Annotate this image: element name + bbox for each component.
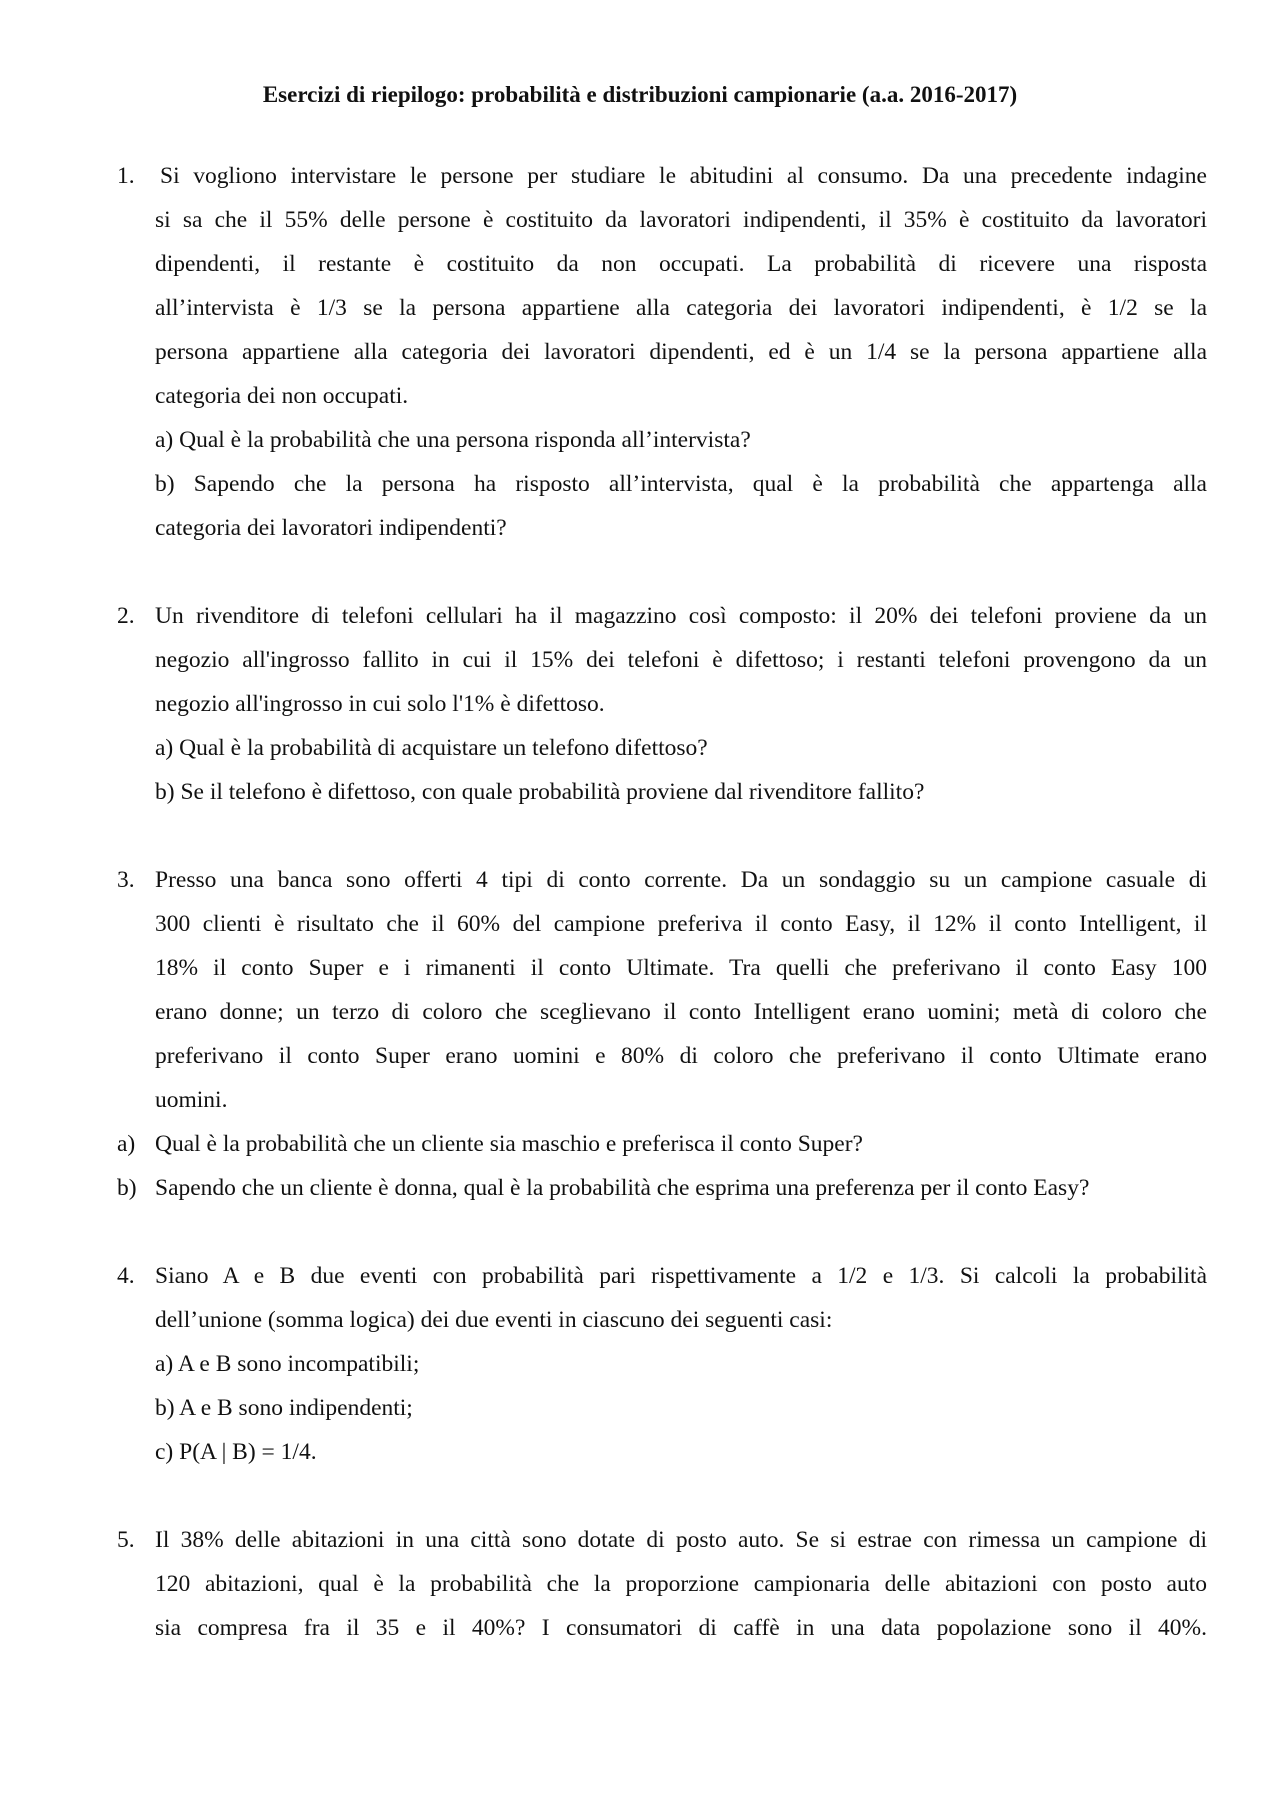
exercise-line: 18% il conto Super e i rimanenti il conto Ultimate. Tra quelli che preferivano il conto Easy 100 [155,955,1207,981]
exercise-line: Il 38% delle abitazioni in una città sono dotate di posto auto. Se si estrae con rimessa un campione di [155,1527,1207,1553]
question-a: a) A e B sono incompatibili; [155,1351,420,1377]
question-b: b) Sapendo che la persona ha risposto all’intervista, qual è la probabilità che appartenga alla [155,471,1207,497]
question-label-a: a) [117,1131,136,1157]
question-a: a) Qual è la probabilità di acquistare un telefono difettoso? [155,735,708,761]
exercise-line: 300 clienti è risultato che il 60% del campione preferiva il conto Easy, il 12% il conto Intelligent, il [155,911,1207,937]
exercise-line: sia compresa fra il 35 e il 40%? I consumatori di caffè in una data popolazione sono il 40%. [155,1615,1207,1641]
exercise-line: erano donne; un terzo di coloro che sceglievano il conto Intelligent erano uomini; metà di coloro che [155,999,1207,1025]
question-b: b) A e B sono indipendenti; [155,1395,413,1421]
question-b: b) Se il telefono è difettoso, con quale probabilità proviene dal rivenditore fallito? [155,779,925,805]
exercise-number: 2. [117,603,135,629]
exercise-line: all’intervista è 1/3 se la persona appartiene alla categoria dei lavoratori indipendenti, è 1/2 se la [155,295,1207,321]
question-a: a) Qual è la probabilità che una persona risponda all’intervista? [155,427,751,453]
exercise-line: Si vogliono intervistare le persone per studiare le abitudini al consumo. Da una precedente indagine [160,163,1207,189]
exercise-line: dell’unione (somma logica) dei due eventi in ciascuno dei seguenti casi: [155,1307,833,1333]
question-c: c) P(A | B) = 1/4. [155,1439,317,1465]
exercise-line: negozio all'ingrosso fallito in cui il 15% dei telefoni è difettoso; i restanti telefoni provengono da un [155,647,1207,673]
exercise-number: 5. [117,1527,135,1553]
question-a: Qual è la probabilità che un cliente sia maschio e preferisca il conto Super? [155,1131,863,1157]
exercise-line: uomini. [155,1087,228,1113]
question-b-continued: categoria dei lavoratori indipendenti? [155,515,507,541]
exercise-line: dipendenti, il restante è costituito da non occupati. La probabilità di ricevere una risposta [155,251,1207,277]
exercise-number: 1. [117,163,135,189]
exercise-line: Presso una banca sono offerti 4 tipi di conto corrente. Da un sondaggio su un campione casuale di [155,867,1207,893]
exercise-number: 3. [117,867,135,893]
exercise-line: Un rivenditore di telefoni cellulari ha il magazzino così composto: il 20% dei telefoni proviene da un [155,603,1207,629]
exercise-line: negozio all'ingrosso in cui solo l'1% è difettoso. [155,691,605,717]
question-b: Sapendo che un cliente è donna, qual è la probabilità che esprima una preferenza per il conto Easy? [155,1175,1090,1201]
exercise-line: Siano A e B due eventi con probabilità pari rispettivamente a 1/2 e 1/3. Si calcoli la probabilità [155,1263,1207,1289]
exercise-line: si sa che il 55% delle persone è costituito da lavoratori indipendenti, il 35% è costituito da lavoratori [155,207,1207,233]
page-title: Esercizi di riepilogo: probabilità e distribuzioni campionarie (a.a. 2016-2017) [262,82,1018,107]
question-label-b: b) [117,1175,137,1201]
exercise-number: 4. [117,1263,135,1289]
exercise-line: preferivano il conto Super erano uomini e 80% di coloro che preferivano il conto Ultimate erano [155,1043,1207,1069]
exercise-line: 120 abitazioni, qual è la probabilità che la proporzione campionaria delle abitazioni con posto auto [155,1571,1207,1597]
exercise-line: categoria dei non occupati. [155,383,409,409]
exercise-line: persona appartiene alla categoria dei lavoratori dipendenti, ed è un 1/4 se la persona appartiene alla [155,339,1207,365]
